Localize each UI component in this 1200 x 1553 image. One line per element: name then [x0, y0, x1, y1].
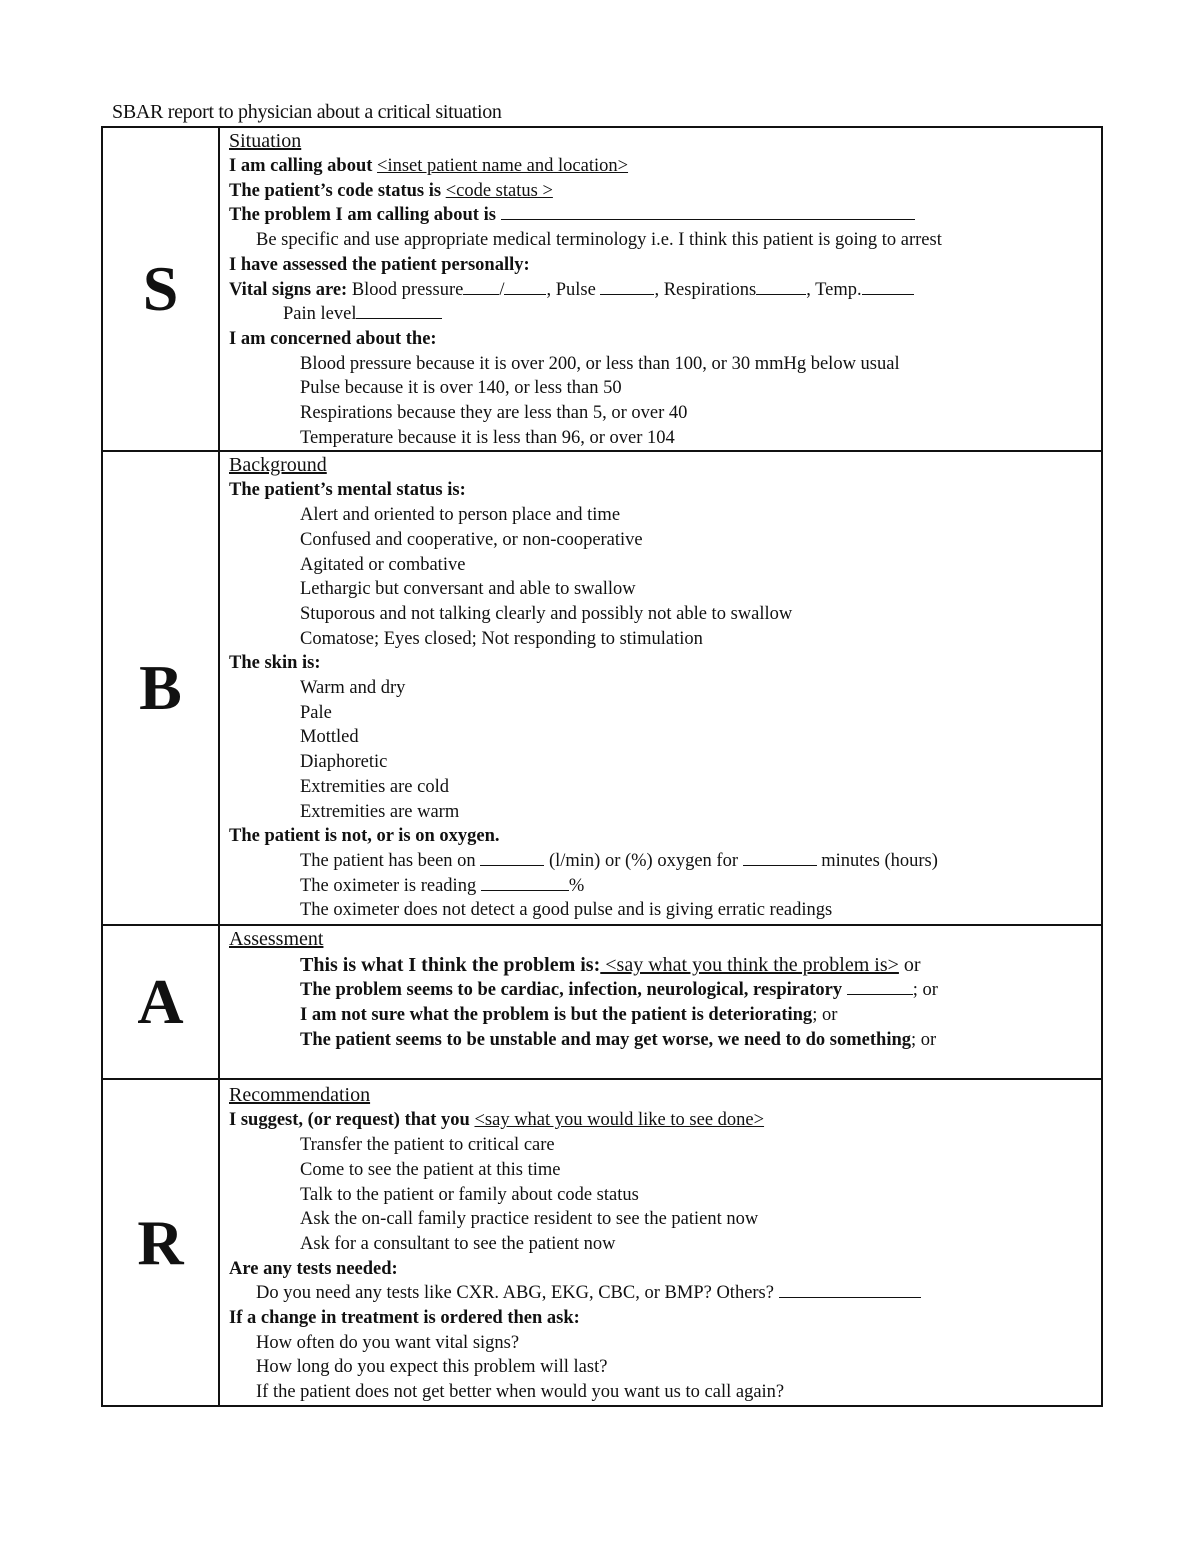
background-row [102, 451, 1102, 925]
change-question: How long do you expect this problem will last? [256, 1357, 608, 1378]
concern-item: Temperature because it is less than 96, or over 104 [300, 427, 675, 448]
assessment-line: The patient seems to be unstable and may get worse, we need to do something; or [300, 1029, 937, 1050]
skin-item: Warm and dry [300, 678, 406, 699]
concerned-line: I am concerned about the: [229, 328, 437, 349]
assessment-line: I am not sure what the problem is but the patient is deteriorating; or [300, 1005, 838, 1026]
assessment-line: The problem seems to be cardiac, infection, neurological, respiratory ; or [300, 980, 938, 1001]
skin-item: Mottled [300, 727, 359, 748]
suggest-line: I suggest, (or request) that you <say what you would like to see done> [229, 1110, 765, 1131]
mental-status-label: The patient’s mental status is: [229, 480, 466, 501]
recommendation-heading: Recommendation [229, 1084, 371, 1107]
pulse-blank[interactable] [600, 278, 654, 295]
oxygen-label: The patient is not, or is on oxygen. [229, 826, 500, 847]
oximeter-blank[interactable] [481, 874, 569, 891]
suggestion-item: Transfer the patient to critical care [300, 1135, 555, 1156]
recommendation-content [219, 1079, 1102, 1405]
assessment-heading: Assessment [229, 928, 324, 951]
situation-letter: S [142, 253, 179, 325]
assessment-row [102, 925, 1102, 1079]
change-question: If the patient does not get better when would you want us to call again? [256, 1382, 785, 1403]
concern-item: Respirations because they are less than 5, or over 40 [300, 403, 688, 424]
respirations-blank[interactable] [756, 278, 806, 295]
problem-line: The problem I am calling about is [229, 203, 1093, 228]
bp-diastolic-blank[interactable] [504, 278, 546, 295]
change-label: If a change in treatment is ordered then ask: [229, 1308, 580, 1329]
mental-status-item: Comatose; Eyes closed; Not responding to stimulation [300, 628, 703, 649]
skin-item: Extremities are warm [300, 801, 460, 822]
calling-about-line: I am calling about <inset patient name and location> [229, 156, 629, 176]
tests-label: Are any tests needed: [229, 1258, 398, 1279]
problem-blank[interactable] [501, 203, 915, 220]
skin-item: Pale [300, 702, 332, 723]
situation-content [219, 127, 1102, 451]
temp-blank[interactable] [862, 278, 914, 295]
assessment-letter: A [137, 966, 184, 1038]
oximeter-reading-line: The oximeter is reading % [300, 875, 585, 896]
background-content [219, 451, 1102, 925]
situation-letter-cell [102, 127, 219, 451]
tests-question: Do you need any tests like CXR. ABG, EKG, CBC, or BMP? Others? [229, 1281, 1093, 1306]
skin-item: Diaphoretic [300, 752, 388, 773]
situation-heading: Situation [229, 130, 302, 152]
mental-status-item: Agitated or combative [300, 554, 466, 575]
pain-level-blank[interactable] [356, 302, 442, 319]
oxygen-time-blank[interactable] [743, 849, 817, 866]
oximeter-erratic-line: The oximeter does not detect a good pulse and is giving erratic readings [300, 900, 833, 921]
background-heading: Background [229, 454, 327, 477]
mental-status-item: Lethargic but conversant and able to swallow [300, 579, 636, 600]
recommendation-letter-cell [102, 1079, 219, 1405]
situation-row [102, 127, 1102, 451]
mental-status-item: Stuporous and not talking clearly and possibly not able to swallow [300, 603, 793, 624]
code-status-placeholder: <code status > [445, 180, 553, 201]
suggestion-item: Come to see the patient at this time [300, 1159, 561, 1180]
suggestion-item: Ask for a consultant to see the patient now [300, 1233, 616, 1254]
specific-note: Be specific and use appropriate medical terminology i.e. I think this patient is going to arrest [256, 230, 942, 251]
patient-name-placeholder: <inset patient name and location> [377, 156, 629, 176]
sbar-table [101, 126, 1103, 1407]
suggestion-item: Ask the on-call family practice resident to see the patient now [300, 1209, 759, 1230]
bp-systolic-blank[interactable] [463, 278, 499, 295]
recommendation-letter: R [137, 1206, 184, 1278]
assessment-letter-cell [102, 925, 219, 1079]
suggestion-item: Talk to the patient or family about code status [300, 1184, 639, 1205]
vital-signs-line: Vital signs are: Blood pressure / , Pulse , Respirations , Temp. [229, 278, 1093, 303]
pain-level-line: Pain level [229, 302, 1093, 327]
oxygen-duration-line: The patient has been on (l/min) or (%) oxygen for minutes (hours) [300, 850, 938, 871]
recommendation-row [102, 1079, 1102, 1405]
other-tests-blank[interactable] [779, 1281, 921, 1298]
problem-type-blank[interactable] [847, 978, 913, 995]
suggestion-placeholder: <say what you would like to see done> [474, 1110, 765, 1131]
document-title: SBAR report to physician about a critical situation [112, 101, 502, 123]
change-question: How often do you want vital signs? [256, 1332, 520, 1353]
code-status-line: The patient’s code status is <code status > [229, 180, 553, 201]
skin-label: The skin is: [229, 653, 321, 674]
mental-status-item: Alert and oriented to person place and time [300, 505, 621, 526]
problem-placeholder: <say what you think the problem is> [600, 954, 899, 977]
concern-item: Pulse because it is over 140, or less than 50 [300, 378, 622, 399]
mental-status-item: Confused and cooperative, or non-cooperative [300, 529, 643, 550]
skin-item: Extremities are cold [300, 776, 449, 797]
assessment-line: This is what I think the problem is: <say what you think the problem is> or [300, 954, 921, 977]
background-letter-cell [102, 451, 219, 925]
assessed-line: I have assessed the patient personally: [229, 254, 530, 275]
concern-item: Blood pressure because it is over 200, or less than 100, or 30 mmHg below usual [300, 353, 900, 374]
assessment-content [219, 925, 1102, 1079]
background-letter: B [139, 652, 182, 724]
oxygen-amount-blank[interactable] [480, 849, 544, 866]
